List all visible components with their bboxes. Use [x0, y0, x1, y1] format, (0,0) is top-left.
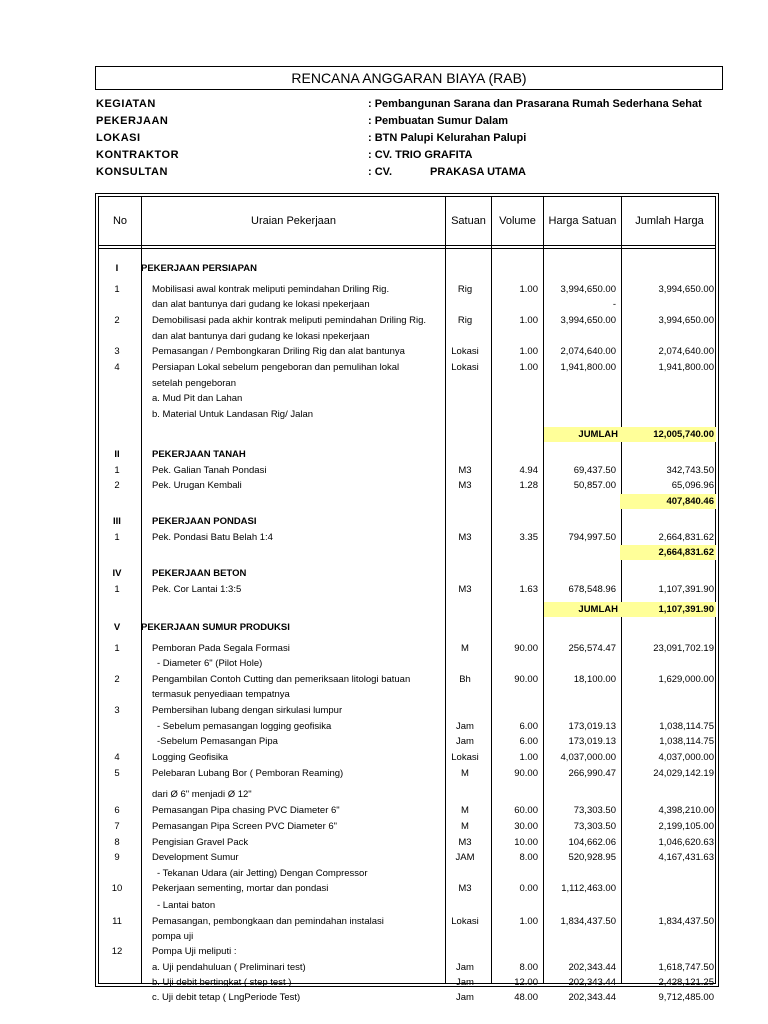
cell-volume: 3.35 [519, 532, 538, 543]
cell-jumlah-harga: 1,046,620.63 [658, 837, 714, 848]
cell-satuan: M [461, 805, 469, 816]
cell-no: 6 [114, 805, 120, 816]
total-row [95, 545, 719, 560]
cell-no: 4 [114, 752, 120, 763]
cell-harga-satuan: 1,941,800.00 [560, 362, 616, 373]
table-row [95, 944, 719, 959]
cell-no: IV [112, 568, 122, 579]
cell-no: 2 [114, 674, 120, 685]
cell-satuan: Lokasi [451, 752, 479, 763]
cell-volume: 48.00 [514, 992, 538, 1003]
table-row [95, 313, 719, 328]
header-jumlah-harga: Jumlah Harga [635, 215, 704, 227]
info-value: : Pembangunan Sarana dan Prasarana Rumah Sederhana Sehat [368, 98, 702, 110]
cell-volume: 1.00 [519, 752, 538, 763]
cell-volume: 30.00 [514, 821, 538, 832]
cell-volume: 90.00 [514, 768, 538, 779]
cell-volume: 60.00 [514, 805, 538, 816]
jumlah-label: JUMLAH [578, 604, 618, 615]
cell-harga-satuan: 2,074,640.00 [560, 346, 616, 357]
cell-harga-satuan: 50,857.00 [573, 480, 616, 491]
table-row [95, 703, 719, 718]
table-row [95, 819, 719, 834]
cell-jumlah-harga: 2,074,640.00 [658, 346, 714, 357]
cell-no: 3 [114, 346, 120, 357]
cell-no: 8 [114, 837, 120, 848]
cell-no: 7 [114, 821, 120, 832]
cell-uraian: pompa uji [152, 931, 194, 942]
table-row [95, 960, 719, 975]
section-row [95, 261, 719, 276]
table-row [95, 478, 719, 493]
cell-volume: 1.00 [519, 315, 538, 326]
cell-harga-satuan: 173,019.13 [568, 721, 616, 732]
cell-jumlah-harga: 12,005,740.00 [653, 429, 714, 440]
cell-uraian: PEKERJAAN TANAH [152, 449, 246, 460]
cell-harga-satuan: 678,548.96 [568, 584, 616, 595]
cell-uraian: - Diameter 6" (Pilot Hole) [157, 658, 263, 669]
cell-satuan: JAM [455, 852, 475, 863]
table-row [95, 391, 719, 406]
info-value: : CV. PRAKASA UTAMA [368, 166, 526, 178]
cell-no: 1 [114, 584, 120, 595]
cell-volume: 1.00 [519, 362, 538, 373]
cell-satuan: Rig [457, 315, 473, 326]
cell-uraian: Logging Geofisika [152, 752, 229, 763]
cell-jumlah-harga: 407,840.46 [666, 496, 714, 507]
cell-jumlah-harga: 65,096.96 [671, 480, 714, 491]
header-divider [99, 245, 715, 246]
cell-volume: 90.00 [514, 643, 538, 654]
cell-jumlah-harga: 3,994,650.00 [658, 315, 714, 326]
cell-harga-satuan: 4,037,000.00 [560, 752, 616, 763]
cell-uraian: Pek. Cor Lantai 1:3:5 [152, 584, 242, 595]
cell-volume: 1.00 [519, 284, 538, 295]
cell-jumlah-harga: 1,038,114.75 [659, 736, 714, 747]
table-row [95, 766, 719, 781]
info-row [96, 96, 756, 113]
cell-harga-satuan: 18,100.00 [573, 674, 616, 685]
cell-no: 2 [114, 480, 120, 491]
table-row [95, 297, 719, 312]
cell-uraian: Pemasangan Pipa Screen PVC Diameter 6" [152, 821, 338, 832]
cell-uraian: Pek. Pondasi Batu Belah 1:4 [152, 532, 273, 543]
cell-volume: 1.00 [519, 346, 538, 357]
table-row [95, 376, 719, 391]
header-harga-satuan: Harga Satuan [548, 215, 617, 227]
cell-satuan: M3 [458, 837, 472, 848]
cell-harga-satuan: 202,343.44 [568, 992, 616, 1003]
table-row [95, 898, 719, 913]
cell-jumlah-harga: 4,398,210.00 [658, 805, 714, 816]
cell-no: 12 [111, 946, 123, 957]
cell-jumlah-harga: 1,107,391.90 [658, 604, 714, 615]
info-label: KONSULTAN [96, 166, 168, 178]
cell-jumlah-harga: 4,167,431.63 [658, 852, 714, 863]
cell-harga-satuan: 104,662.06 [568, 837, 616, 848]
cell-uraian: Demobilisasi pada akhir kontrak meliputi pemindahan Driling Rig. [152, 315, 427, 326]
cell-harga-satuan: 202,343.44 [568, 962, 616, 973]
cell-harga-satuan: 794,997.50 [568, 532, 616, 543]
cell-no: 1 [114, 284, 120, 295]
cell-uraian: Pek. Galian Tanah Pondasi [152, 465, 267, 476]
cell-volume: 8.00 [519, 962, 538, 973]
cell-jumlah-harga: 1,038,114.75 [659, 721, 714, 732]
cell-jumlah-harga: 2,664,831.62 [658, 532, 714, 543]
cell-no: V [113, 622, 121, 633]
cell-jumlah-harga: 24,029,142.19 [653, 768, 714, 779]
cell-volume: 6.00 [519, 736, 538, 747]
cell-satuan: M [461, 821, 469, 832]
cell-uraian: PEKERJAAN PERSIAPAN [141, 263, 257, 274]
info-label: KEGIATAN [96, 98, 156, 110]
section-row [95, 620, 719, 635]
table-row [95, 463, 719, 478]
cell-harga-satuan: 266,990.47 [568, 768, 616, 779]
table-row [95, 881, 719, 896]
table-row [95, 990, 719, 1005]
cell-satuan: M3 [458, 465, 472, 476]
total-row [95, 602, 719, 617]
cell-satuan: Lokasi [451, 346, 479, 357]
header-divider-double [99, 248, 715, 249]
cell-uraian: - Lantai baton [157, 900, 216, 911]
cell-uraian: PEKERJAAN PONDASI [152, 516, 257, 527]
cell-no: III [113, 516, 121, 527]
cell-jumlah-harga: 4,037,000.00 [658, 752, 714, 763]
info-value-2: PRAKASA UTAMA [430, 166, 526, 178]
cell-volume: 1.63 [519, 584, 538, 595]
cell-uraian: dan alat bantunya dari gudang ke lokasi npekerjaan [152, 299, 370, 310]
cell-satuan: Jam [456, 736, 474, 747]
cell-jumlah-harga: 1,629,000.00 [658, 674, 714, 685]
table-row [95, 687, 719, 702]
cell-uraian: a. Mud Pit dan Lahan [152, 393, 243, 404]
info-row [96, 164, 756, 181]
cell-uraian: PEKERJAAN SUMUR PRODUKSI [141, 622, 290, 633]
cell-uraian: b. Uji debit bertingkat ( step test ) [152, 977, 292, 988]
table-row [95, 344, 719, 359]
cell-satuan: Jam [456, 977, 474, 988]
table-row [95, 835, 719, 850]
cell-jumlah-harga: 23,091,702.19 [653, 643, 714, 654]
cell-volume: 12.00 [514, 977, 538, 988]
cell-uraian: setelah pengeboran [152, 378, 236, 389]
cell-volume: 6.00 [519, 721, 538, 732]
cell-no: 5 [114, 768, 120, 779]
info-value: : CV. TRIO GRAFITA [368, 149, 473, 161]
cell-jumlah-harga: 2,428,121.25 [658, 977, 714, 988]
cell-uraian: Pemasangan Pipa chasing PVC Diameter 6" [152, 805, 340, 816]
header-uraian: Uraian Pekerjaan [251, 215, 336, 227]
cell-harga-satuan: 256,574.47 [568, 643, 616, 654]
table-row [95, 866, 719, 881]
cell-uraian: Development Sumur [152, 852, 239, 863]
cell-jumlah-harga: 1,941,800.00 [658, 362, 714, 373]
table-row [95, 850, 719, 865]
table-row [95, 530, 719, 545]
cell-jumlah-harga: 9,712,485.00 [658, 992, 714, 1003]
cell-harga-satuan: 73,303.50 [573, 805, 616, 816]
info-row [96, 113, 756, 130]
section-row [95, 514, 719, 529]
cell-volume: 90.00 [514, 674, 538, 685]
header-no: No [112, 215, 128, 227]
cell-uraian: - Tekanan Udara (air Jetting) Dengan Compressor [157, 868, 368, 879]
cell-volume: 1.28 [519, 480, 538, 491]
cell-uraian: a. Uji pendahuluan ( Preliminari test) [152, 962, 306, 973]
cell-uraian: termasuk penyediaan tempatnya [152, 689, 290, 700]
cell-volume: 1.00 [519, 916, 538, 927]
cell-jumlah-harga: 1,834,437.50 [658, 916, 714, 927]
section-row [95, 447, 719, 462]
table-row [95, 282, 719, 297]
cell-jumlah-harga: 342,743.50 [666, 465, 714, 476]
cell-no: 10 [111, 883, 123, 894]
cell-uraian: PEKERJAAN BETON [152, 568, 247, 579]
cell-harga-satuan: 1,112,463.00 [561, 883, 616, 894]
table-row [95, 329, 719, 344]
cell-uraian: c. Uji debit tetap ( LngPeriode Test) [152, 992, 301, 1003]
project-info [96, 96, 756, 181]
table-row [95, 656, 719, 671]
cell-uraian: b. Material Untuk Landasan Rig/ Jalan [152, 409, 314, 420]
table-row [95, 672, 719, 687]
cell-volume: 10.00 [514, 837, 538, 848]
cell-uraian: Mobilisasi awal kontrak meliputi pemindahan Driling Rig. [152, 284, 390, 295]
cell-satuan: M3 [458, 532, 472, 543]
cell-satuan: Jam [456, 992, 474, 1003]
cell-no: I [115, 263, 119, 274]
info-label: PEKERJAAN [96, 115, 169, 127]
info-row [96, 147, 756, 164]
cell-uraian: Pelebaran Lubang Bor ( Pemboran Reaming) [152, 768, 344, 779]
cell-harga-satuan: 520,928.95 [568, 852, 616, 863]
cell-volume: 8.00 [519, 852, 538, 863]
cell-jumlah-harga: 2,664,831.62 [658, 547, 714, 558]
cell-uraian: Pengambilan Contoh Cutting dan pemeriksaan litologi batuan [152, 674, 411, 685]
cell-satuan: M3 [458, 584, 472, 595]
cell-harga-satuan: - [612, 299, 616, 310]
cell-uraian: Pembersihan lubang dengan sirkulasi lumpur [152, 705, 343, 716]
total-row [95, 494, 719, 509]
table-row [95, 787, 719, 802]
cell-satuan: Lokasi [451, 916, 479, 927]
cell-jumlah-harga: 1,618,747.50 [658, 962, 714, 973]
table-row [95, 750, 719, 765]
cell-uraian: Pemasangan, pembongkaan dan pemindahan instalasi [152, 916, 384, 927]
info-row [96, 130, 756, 147]
cell-harga-satuan: 202,343.44 [568, 977, 616, 988]
cell-harga-satuan: 3,994,650.00 [560, 284, 616, 295]
cell-volume: 0.00 [519, 883, 538, 894]
cell-uraian: - Sebelum pemasangan logging geofisika [157, 721, 332, 732]
cell-no: 9 [114, 852, 120, 863]
cell-no: 2 [114, 315, 120, 326]
cell-harga-satuan: 73,303.50 [573, 821, 616, 832]
cell-no: 1 [114, 643, 120, 654]
cell-uraian: Pek. Urugan Kembali [152, 480, 242, 491]
table-row [95, 914, 719, 929]
cell-jumlah-harga: 3,994,650.00 [658, 284, 714, 295]
cell-satuan: Rig [457, 284, 473, 295]
cell-satuan: Jam [456, 721, 474, 732]
document-title: RENCANA ANGGARAN BIAYA (RAB) [95, 66, 723, 90]
cell-uraian: Persiapan Lokal sebelum pengeboran dan pemulihan lokal [152, 362, 400, 373]
header-satuan: Satuan [451, 215, 486, 227]
table-row [95, 582, 719, 597]
table-row [95, 407, 719, 422]
cell-uraian: -Sebelum Pemasangan Pipa [157, 736, 278, 747]
cell-satuan: M [461, 643, 469, 654]
table-row [95, 719, 719, 734]
table-row [95, 803, 719, 818]
cell-harga-satuan: 1,834,437.50 [560, 916, 616, 927]
cell-uraian: Pekerjaan sementing, mortar dan pondasi [152, 883, 329, 894]
total-row [95, 427, 719, 442]
cell-uraian: Pemboran Pada Segala Formasi [152, 643, 290, 654]
cell-no: 1 [114, 465, 120, 476]
info-value: : BTN Palupi Kelurahan Palupi [368, 132, 527, 144]
section-row [95, 566, 719, 581]
table-row [95, 975, 719, 990]
table-row [95, 360, 719, 375]
cell-harga-satuan: 69,437.50 [573, 465, 616, 476]
cell-satuan: M3 [458, 480, 472, 491]
cell-uraian: dari Ø 6" menjadi Ø 12" [152, 789, 252, 800]
cell-no: 11 [112, 916, 122, 927]
cell-uraian: Pompa Uji meliputi : [152, 946, 237, 957]
cell-jumlah-harga: 2,199,105.00 [658, 821, 714, 832]
table-row [95, 641, 719, 656]
cell-satuan: Bh [459, 674, 471, 685]
cell-satuan: Lokasi [451, 362, 479, 373]
cell-jumlah-harga: 1,107,391.90 [658, 584, 714, 595]
header-volume: Volume [499, 215, 536, 227]
cell-harga-satuan: 173,019.13 [568, 736, 616, 747]
cell-satuan: M3 [458, 883, 472, 894]
cell-uraian: dan alat bantunya dari gudang ke lokasi npekerjaan [152, 331, 370, 342]
cell-no: II [114, 449, 120, 460]
cell-uraian: Pengisian Gravel Pack [152, 837, 249, 848]
jumlah-label: JUMLAH [578, 429, 618, 440]
table-row [95, 734, 719, 749]
cell-no: 1 [114, 532, 120, 543]
cell-satuan: M [461, 768, 469, 779]
cell-no: 3 [114, 705, 120, 716]
info-value: : Pembuatan Sumur Dalam [368, 115, 508, 127]
cell-volume: 4.94 [519, 465, 538, 476]
cell-satuan: Jam [456, 962, 474, 973]
info-label: LOKASI [96, 132, 141, 144]
info-label: KONTRAKTOR [96, 149, 180, 161]
cell-harga-satuan: 3,994,650.00 [560, 315, 616, 326]
cell-no: 4 [114, 362, 120, 373]
table-row [95, 929, 719, 944]
cell-uraian: Pemasangan / Pembongkaran Driling Rig dan alat bantunya [152, 346, 405, 357]
